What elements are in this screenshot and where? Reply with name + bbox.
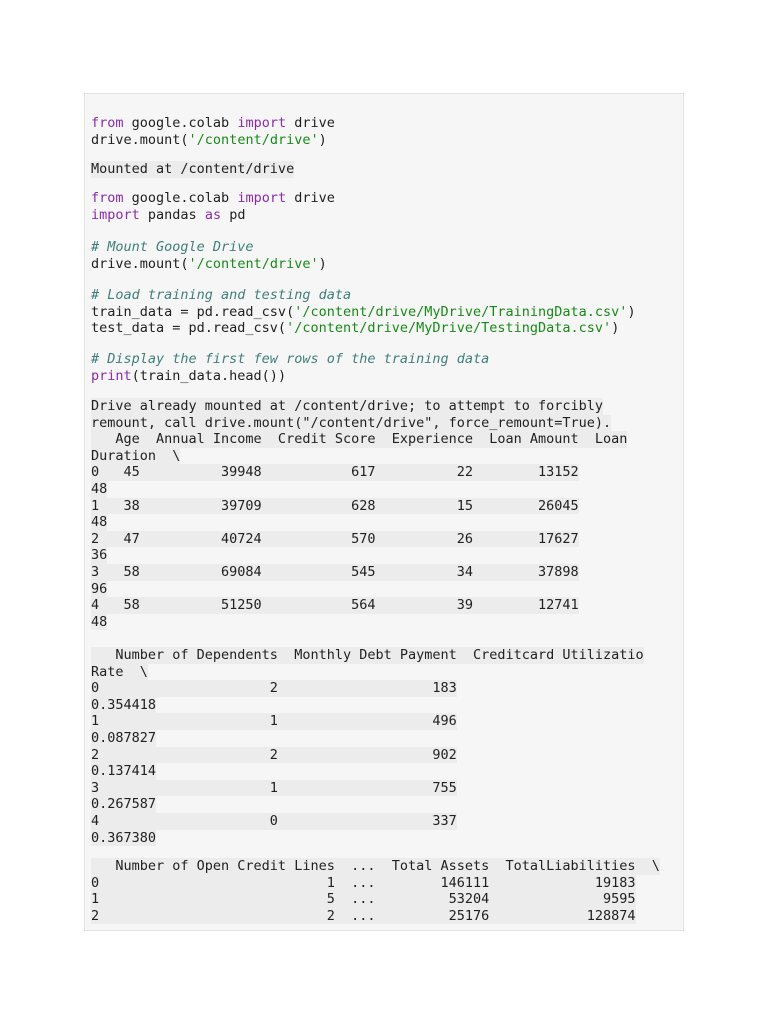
output-line: 48 bbox=[91, 613, 108, 630]
code-line: train_data = pd.read_csv('/content/drive/MyDrive/TrainingData.csv') bbox=[91, 303, 636, 320]
output-line: 0 2 183 bbox=[91, 680, 457, 697]
output-line: 4 58 51250 564 39 12741 bbox=[91, 597, 579, 614]
output-line: 2 47 40724 570 26 17627 bbox=[91, 530, 579, 547]
output-line: Duration \ bbox=[91, 447, 181, 464]
output-line: 2 2 902 bbox=[91, 746, 457, 763]
output-line: 0 45 39948 617 22 13152 bbox=[91, 464, 579, 481]
output-line: 96 bbox=[91, 580, 108, 597]
output-line: 0 1 ... 146111 19183 bbox=[91, 874, 636, 891]
code-line: drive.mount('/content/drive') bbox=[91, 255, 327, 272]
output-line: 2 2 ... 25176 128874 bbox=[91, 907, 636, 924]
output-line: 1 1 496 bbox=[91, 713, 457, 730]
output-line: Number of Dependents Monthly Debt Payment Creditcard Utilizatio bbox=[91, 647, 644, 663]
output-line: 36 bbox=[91, 547, 108, 564]
output-line: 0.267587 bbox=[91, 796, 157, 813]
output-line: 0.087827 bbox=[91, 730, 157, 746]
output-line: 3 1 755 bbox=[91, 779, 457, 796]
output-line: 0.354418 bbox=[91, 696, 157, 713]
output-line: Age Annual Income Credit Score Experience Loan Amount Loan bbox=[91, 431, 628, 448]
output-line: 1 5 ... 53204 9595 bbox=[91, 891, 636, 908]
output-line: 4 0 337 bbox=[91, 813, 457, 829]
code-comment: # Mount Google Drive bbox=[91, 239, 254, 255]
output-line: 48 bbox=[91, 514, 108, 531]
output-line: 3 58 69084 545 34 37898 bbox=[91, 564, 579, 580]
output-line: 1 38 39709 628 15 26045 bbox=[91, 497, 579, 514]
output-line: 0.367380 bbox=[91, 829, 157, 846]
code-line: test_data = pd.read_csv('/content/drive/MyDrive/TestingData.csv') bbox=[91, 320, 620, 337]
output-line: Number of Open Credit Lines ... Total Assets TotalLiabilities \ bbox=[91, 858, 660, 874]
output-line: 48 bbox=[91, 481, 108, 497]
code-comment: # Display the first few rows of the training data bbox=[91, 351, 490, 367]
code-line: print(train_data.head()) bbox=[91, 367, 287, 384]
cell-output: Mounted at /content/drive bbox=[91, 161, 295, 177]
code-line: from google.colab import drive bbox=[91, 115, 335, 131]
output-line: Rate \ bbox=[91, 663, 148, 680]
output-line: Drive already mounted at /content/drive; to attempt to forcibly bbox=[91, 398, 604, 414]
output-line: 0.137414 bbox=[91, 763, 157, 780]
code-line: import pandas as pd bbox=[91, 206, 246, 223]
output-line: remount, call drive.mount("/content/drive", force_remount=True). bbox=[91, 414, 612, 431]
code-line: drive.mount('/content/drive') bbox=[91, 131, 327, 148]
notebook-page bbox=[84, 93, 684, 931]
code-comment: # Load training and testing data bbox=[91, 287, 352, 303]
code-line: from google.colab import drive bbox=[91, 190, 335, 206]
